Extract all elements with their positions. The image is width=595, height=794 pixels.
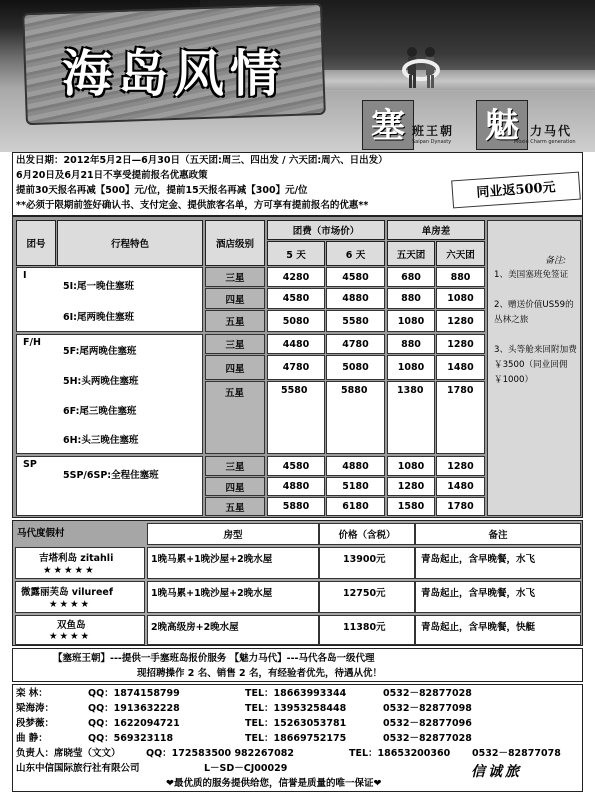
resort-price: 13900元 <box>343 554 386 565</box>
contacts-section <box>12 684 583 792</box>
notes-panel <box>487 220 581 516</box>
col-header-note: 备注 <box>415 523 581 545</box>
price-5d: 4880 <box>267 477 325 496</box>
maldives-brand-sub: Moxie Charm generation <box>514 139 576 145</box>
col-header-price: 价格（含税） <box>319 523 415 545</box>
resort-price: 12750元 <box>343 588 386 599</box>
price-6d: 4880 <box>326 288 385 309</box>
group-feature: 5SP/6SP:全程住塞班 <box>63 470 159 481</box>
notes-title: 备注: <box>544 256 566 266</box>
price-6d: 4780 <box>326 334 385 354</box>
contact-qq: QQ：1913632228 <box>88 703 180 714</box>
company-logo: 信诚旅 <box>471 764 522 780</box>
wave-foam <box>300 70 595 92</box>
price-5d: 5080 <box>267 310 325 332</box>
single-6d: 880 <box>436 267 485 287</box>
company-name: 山东中信国际旅行社有限公司 <box>16 763 140 774</box>
contact-qq: QQ：1874158799 <box>88 688 180 699</box>
contact-tel: TEL：18663993344 <box>245 688 347 699</box>
booking-conditions: **必须于限期前签好确认书、支付定金、提供旅客名单，方可享有提前报名的优惠** <box>16 200 369 211</box>
contact-qq: QQ：569323118 <box>88 733 174 744</box>
single-6d: 1480 <box>436 355 485 380</box>
maldives-logo-char: 魅 <box>476 100 528 150</box>
recruitment-notice: 现招聘操作 2 名、销售 2 名，有经验者优先，待遇从优！ <box>137 668 382 679</box>
group-feature: 5I:尾一晚住塞班 <box>63 281 134 292</box>
saipan-brand-name: 班王朝 <box>412 124 455 138</box>
contact-name: 梁海涛： <box>16 703 55 714</box>
contact-name: 曲 静： <box>16 733 48 744</box>
single-6d: 1480 <box>436 477 485 496</box>
no-discount-dates: 6月20日及6月21日不享受提前报名优惠政策 <box>16 170 208 181</box>
single-5d: 1080 <box>387 456 435 476</box>
single-6d: 1780 <box>447 385 474 396</box>
manager-qq: QQ：172583500 982267082 <box>146 748 294 759</box>
price-6d: 6180 <box>326 497 385 516</box>
group-code: I <box>23 270 27 281</box>
price-6d: 5580 <box>326 310 385 332</box>
price-6d: 5880 <box>341 385 368 396</box>
contact-phone: 0532－82877028 <box>383 733 472 744</box>
col-header-group: 团号 <box>16 220 56 266</box>
group-code: F/H <box>23 337 41 348</box>
group-feature: 6H:头三晚住塞班 <box>63 435 139 446</box>
single-6d: 1280 <box>436 456 485 476</box>
single-5d: 1080 <box>387 355 435 380</box>
price-6d: 5180 <box>326 477 385 496</box>
single-5d: 1380 <box>397 385 424 396</box>
note-item: 1、美国塞班免签证 <box>494 270 569 280</box>
contact-tel: TEL：15263053781 <box>245 718 347 729</box>
agency-services: 【塞班王朝】---提供一手塞班岛报价服务 【魅力马代】---马代各岛一级代理 <box>53 653 375 664</box>
col-header-single: 单房差 <box>387 220 485 240</box>
hotel-star: 五星 <box>205 497 265 516</box>
manager-phone: 0532－82877078 <box>472 748 561 759</box>
price-5d: 4780 <box>267 355 325 380</box>
group-feature: 5F:尾两晚住塞班 <box>63 346 137 357</box>
saipan-logo-char: 塞 <box>362 100 414 150</box>
price-5d: 5880 <box>267 497 325 516</box>
contact-tel: TEL：18669752175 <box>245 733 347 744</box>
price-6d: 4880 <box>326 456 385 476</box>
resort-note: 青岛起止，含早晚餐，水飞 <box>421 554 536 565</box>
resort-name: 微露丽芙岛 vilureef <box>21 587 113 598</box>
room-type: 1晚马累+1晚沙屋+2晚水屋 <box>151 588 273 599</box>
price-table <box>12 216 583 518</box>
manager-name: 负责人：席晓莹（文文） <box>16 748 121 759</box>
col-header-resort: 马代度假村 <box>17 528 65 539</box>
single-5d: 880 <box>387 288 435 309</box>
header-banner <box>0 0 595 152</box>
single-6d: 1280 <box>436 334 485 354</box>
resort-name: 吉塔利岛 zitahli <box>39 553 114 564</box>
promo-banner <box>12 648 583 682</box>
resort-stars: ★★★★ <box>49 599 92 610</box>
single-5d: 1080 <box>387 310 435 332</box>
contact-phone: 0532－82877098 <box>383 703 472 714</box>
single-6d: 1080 <box>436 288 485 309</box>
page-title: 海岛风情 <box>62 44 286 103</box>
resort-price: 11380元 <box>343 622 386 633</box>
manager-tel: TEL：18653200360 <box>349 748 451 759</box>
maldives-brand-name: 力马代 <box>530 124 573 138</box>
resort-stars: ★★★★★ <box>43 565 96 576</box>
hotel-star: 五星 <box>225 388 245 399</box>
agent-rebate-badge: 同业返500元 <box>451 172 581 209</box>
group-feature: 6I:尾两晚住塞班 <box>63 312 134 323</box>
col-header-hotel: 酒店级别 <box>205 220 265 266</box>
room-type: 1晚马累+1晚沙屋+2晚水屋 <box>151 554 273 565</box>
col-header-6days: 6 天 <box>326 241 385 266</box>
resort-note: 青岛起止，含早晚餐，水飞 <box>421 588 536 599</box>
license-number: L－SD－CJ00029 <box>204 763 288 774</box>
hotel-star: 四星 <box>205 477 265 496</box>
group-feature: 5H:头两晚住塞班 <box>63 376 139 387</box>
note-item: 3、头等舱来回附加费￥3500（同业回佣￥1000） <box>494 345 577 385</box>
price-5d: 4480 <box>267 334 325 354</box>
single-5d: 1580 <box>387 497 435 516</box>
single-5d: 680 <box>387 267 435 287</box>
price-5d: 5580 <box>281 385 308 396</box>
price-5d: 4280 <box>267 267 325 287</box>
price-5d: 4580 <box>267 288 325 309</box>
hotel-star: 三星 <box>205 334 265 354</box>
saipan-brand-sub: Saipan Dynasty <box>412 139 452 145</box>
single-5d: 1280 <box>387 477 435 496</box>
col-header-room: 房型 <box>147 523 319 545</box>
departure-dates: 出发日期：2012年5月2日—6月30日（五天团:周三、四出发 / 六天团:周六、日出发） <box>16 155 388 166</box>
contact-qq: QQ：1622094721 <box>88 718 180 729</box>
couple-illustration <box>396 44 446 90</box>
col-header-single-5: 五天团 <box>387 241 435 266</box>
price-6d: 4580 <box>326 267 385 287</box>
single-6d: 1780 <box>436 497 485 516</box>
contact-tel: TEL：13953258448 <box>245 703 347 714</box>
room-type: 2晚高级房+2晚水屋 <box>151 622 239 633</box>
col-header-5days: 5 天 <box>267 241 325 266</box>
early-booking-discount: 提前30天报名再减【500】元/位，提前15天报名再减【300】元/位 <box>16 185 308 196</box>
hotel-star: 五星 <box>205 310 265 332</box>
resort-table <box>12 520 583 646</box>
resort-stars: ★★★★ <box>49 631 92 642</box>
price-5d: 4580 <box>267 456 325 476</box>
note-item: 2、赠送价值US59的丛林之旅 <box>494 300 574 325</box>
group-sp-block <box>16 456 203 516</box>
hotel-star: 三星 <box>205 267 265 287</box>
col-header-feature: 行程特色 <box>57 220 203 266</box>
resort-note: 青岛起止，含早晚餐，快艇 <box>421 622 536 633</box>
contact-phone: 0532－82877028 <box>383 688 472 699</box>
col-header-single-6: 六天团 <box>436 241 485 266</box>
single-5d: 880 <box>387 334 435 354</box>
contact-phone: 0532－82877096 <box>383 718 472 729</box>
single-6d: 1280 <box>436 310 485 332</box>
resort-name: 双鱼岛 <box>57 620 86 631</box>
contact-name: 段梦薇： <box>16 718 55 729</box>
col-header-price: 团费（市场价） <box>267 220 385 240</box>
price-6d: 5080 <box>326 355 385 380</box>
company-slogan: ❤最优质的服务提供给您，信誉是质量的唯一保证❤ <box>166 778 382 789</box>
group-feature: 6F:尾三晚住塞班 <box>63 406 137 417</box>
hotel-star: 四星 <box>205 288 265 309</box>
hotel-star: 四星 <box>205 355 265 380</box>
hotel-star: 三星 <box>205 456 265 476</box>
contact-name: 栾 林： <box>16 688 48 699</box>
group-code: SP <box>23 459 37 470</box>
